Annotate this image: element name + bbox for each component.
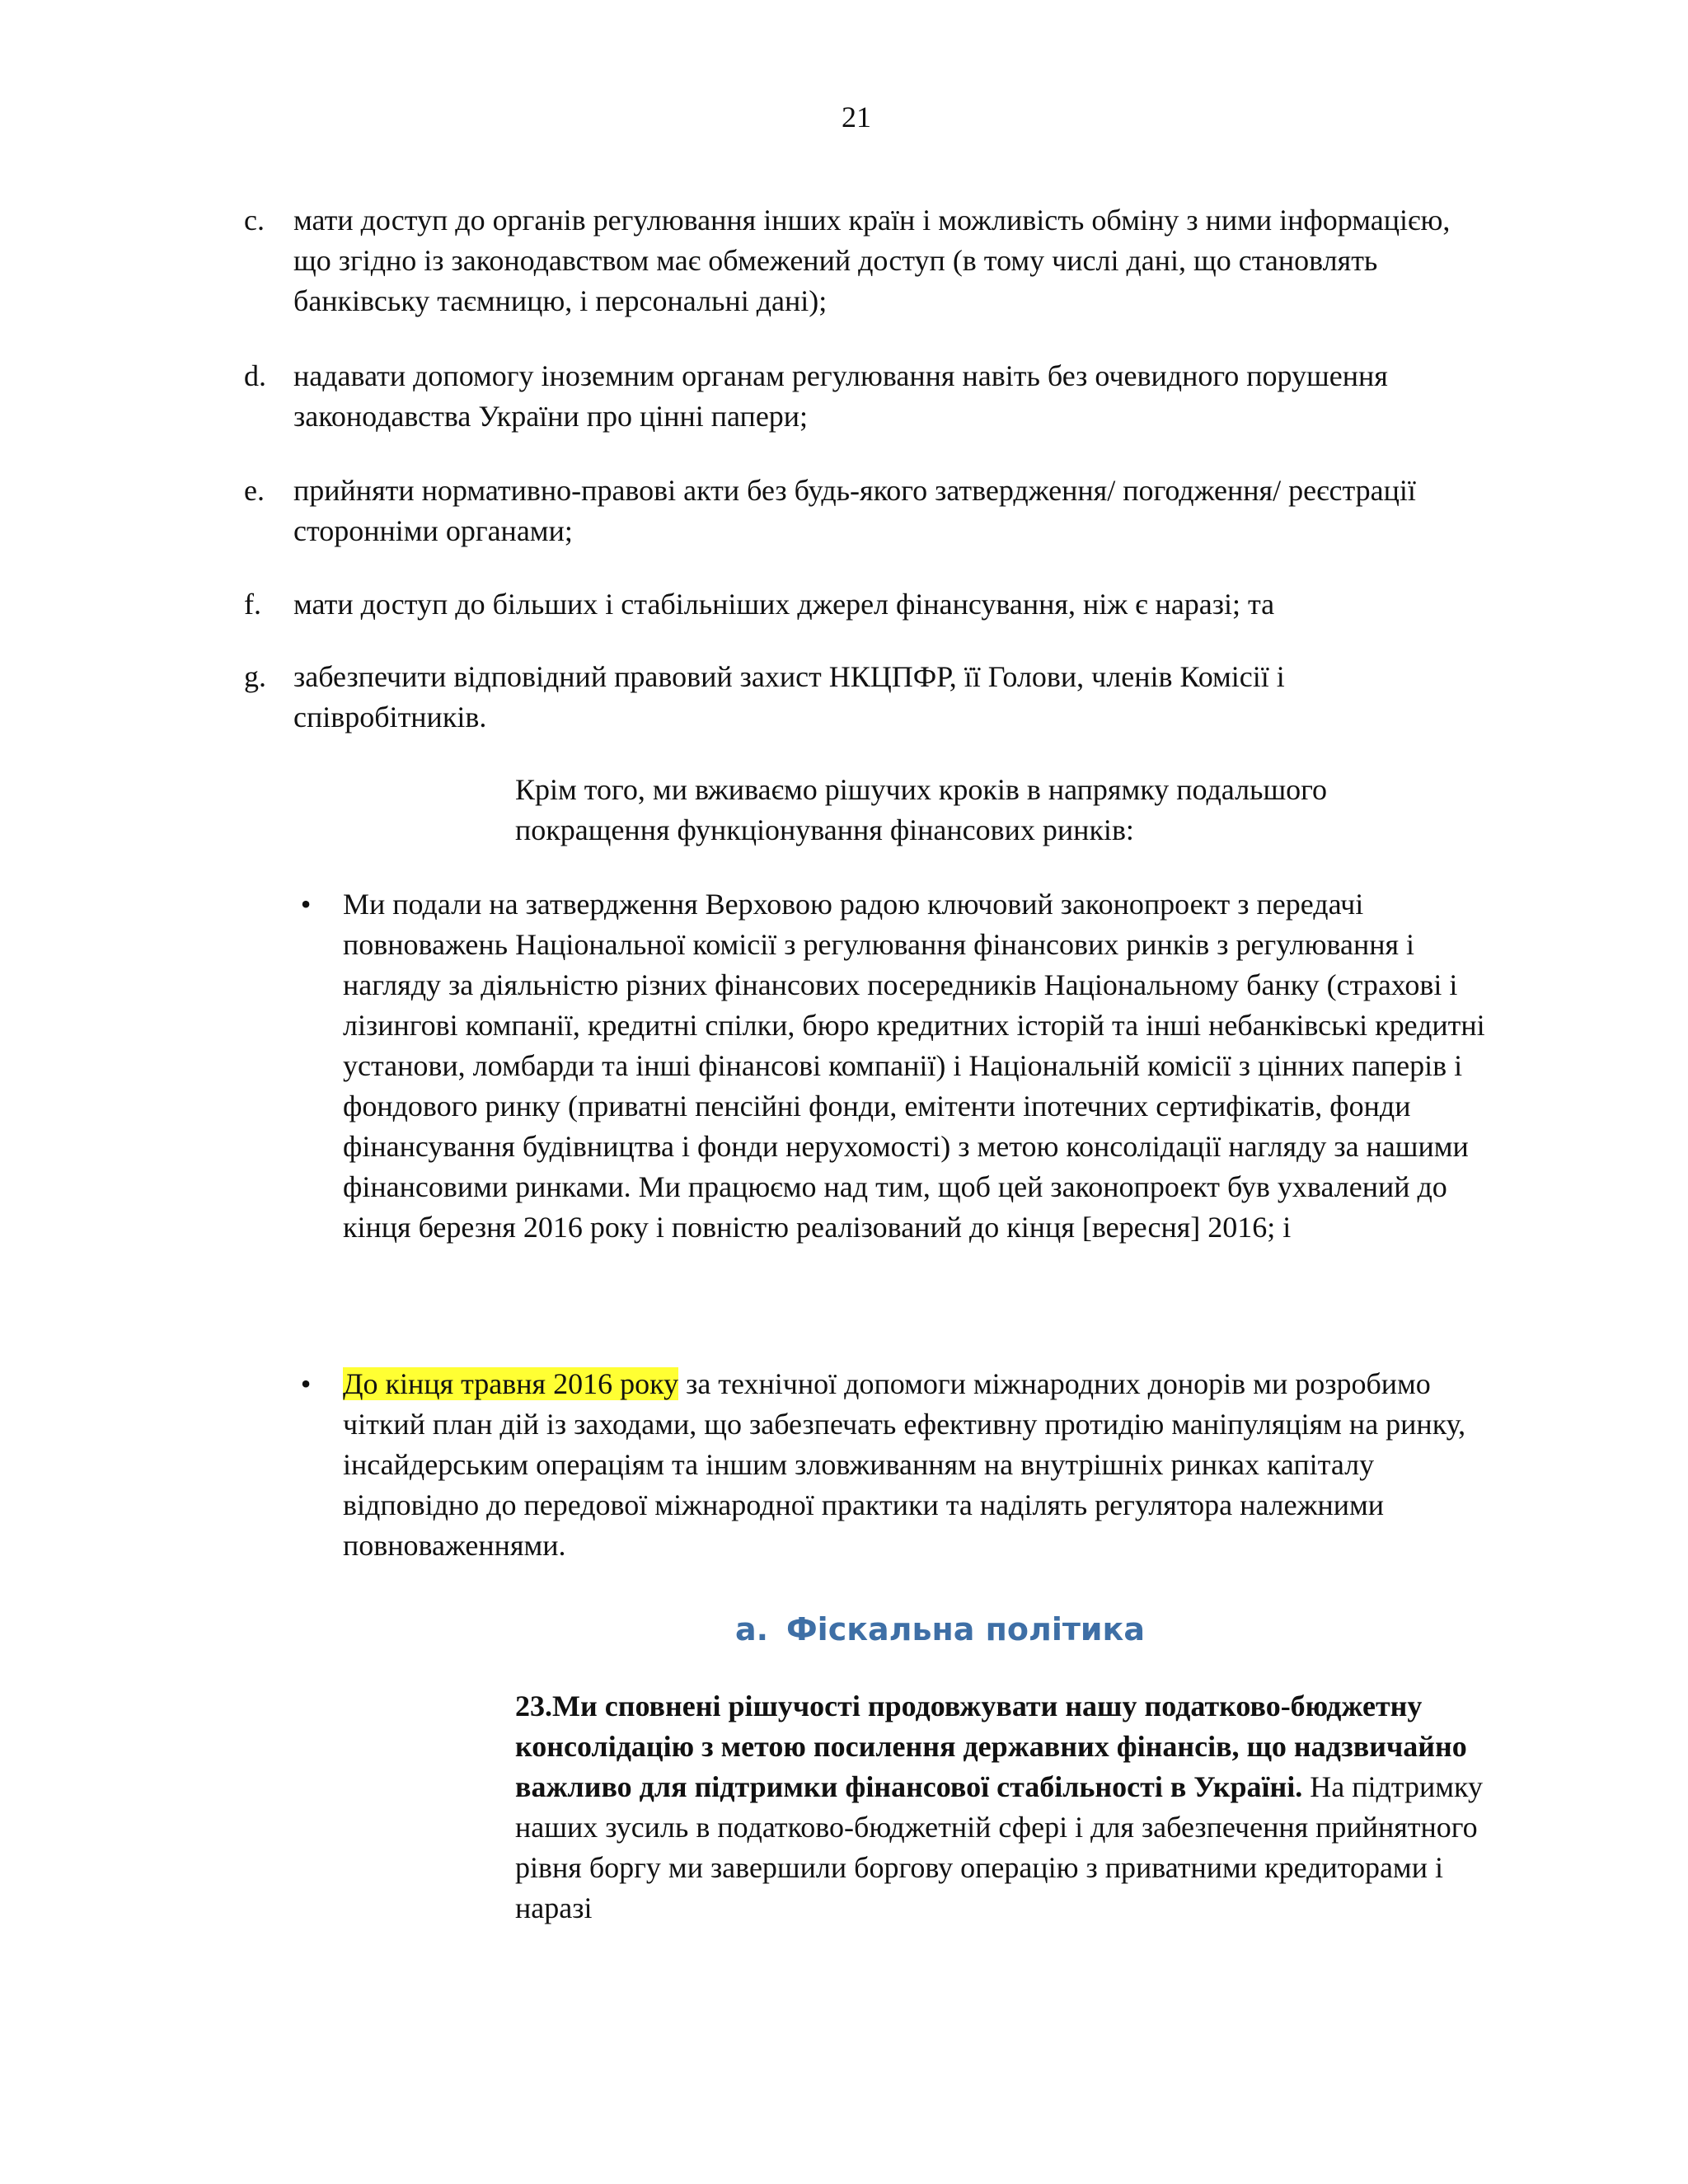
- bullet-text-rest: за технічної допомоги міжнародних донорів ми розробимо чіткий план дій із заходами, що забезпечать ефективну протидію маніпуляціям на ринку, інсайдерським операціям та іншим зловживанням на внутрішніх ринках капіталу відповідно до передової міжнародної практики та наділять регулятора належними повноваженнями.: [343, 1367, 1466, 1562]
- list-marker: f.: [244, 588, 261, 621]
- paragraph-23: [515, 1686, 1488, 1929]
- bullet-marker: •: [300, 1367, 312, 1400]
- section-title: Фіскальна політика: [786, 1611, 1145, 1647]
- list-marker: e.: [244, 474, 265, 507]
- page-number: 21: [842, 101, 871, 134]
- paragraph-23-text: На підтримку наших зусиль в податково-бюджетній сфері і для забезпечення прийнятного рівня боргу ми завершили боргову операцію з приватними кредиторами і наразі: [515, 1770, 1484, 1924]
- list-item-text: надавати допомогу іноземним органам регулювання навіть без очевидного порушення законодавства України про цінні папери;: [293, 359, 1388, 433]
- highlighted-text: До кінця травня 2016 року: [343, 1367, 679, 1400]
- list-item-text: прийняти нормативно-правові акти без будь-якого затвердження/ погодження/ реєстрації сторонніми органами;: [293, 474, 1416, 547]
- list-marker: c.: [244, 204, 265, 237]
- list-item-text: забезпечити відповідний правовий захист НКЦПФР, її Голови, членів Комісії і співробітників.: [293, 660, 1285, 733]
- list-marker: g.: [244, 660, 266, 693]
- intro-paragraph: Крім того, ми вживаємо рішучих кроків в напрямку подальшого покращення функціонування фінансових ринків:: [515, 773, 1328, 846]
- list-item-text: мати доступ до більших і стабільніших джерел фінансування, ніж є наразі; та: [293, 588, 1275, 621]
- section-letter: a.: [735, 1611, 769, 1647]
- bullet-marker: •: [300, 888, 312, 921]
- list-item-text: мати доступ до органів регулювання інших країн і можливість обміну з ними інформацією, що згідно із законодавством має обмежений доступ (в тому числі дані, що становлять банківську таємницю, і персональні дані);: [293, 204, 1451, 317]
- bullet-text: Ми подали на затвердження Верховою радою ключовий законопроект з передачі повноважень Національної комісії з регулювання фінансових ринків з регулювання і нагляду за діяльністю різних фінансових посередників Національному банку (страхові і лізингові компанії, кредитні спілки, бюро кредитних історій та інші небанківські кредитні установи, ломбарди та інші фінансові компанії) і Національній комісії з цінних паперів і фондового ринку (приватні пенсійні фонди, емітенти іпотечних сертифікатів, фонди фінансування будівництва і фонди нерухомості) з метою консолідації нагляду за нашими фінансовими ринками. Ми працюємо над тим, щоб цей законопроект був ухвалений до кінця березня 2016 року і повністю реалізований до кінця [вересня] 2016; і: [343, 888, 1485, 1244]
- section-heading: [735, 1609, 1312, 1650]
- bullet-text: [343, 1364, 1489, 1566]
- paragraph-23-bold: 23.Ми сповнені рішучості продовжувати нашу податково-бюджетну консолідацію з метою посилення державних фінансів, що надзвичайно важливо для підтримки фінансової стабільності в Україні.: [515, 1690, 1467, 1803]
- list-marker: d.: [244, 359, 266, 392]
